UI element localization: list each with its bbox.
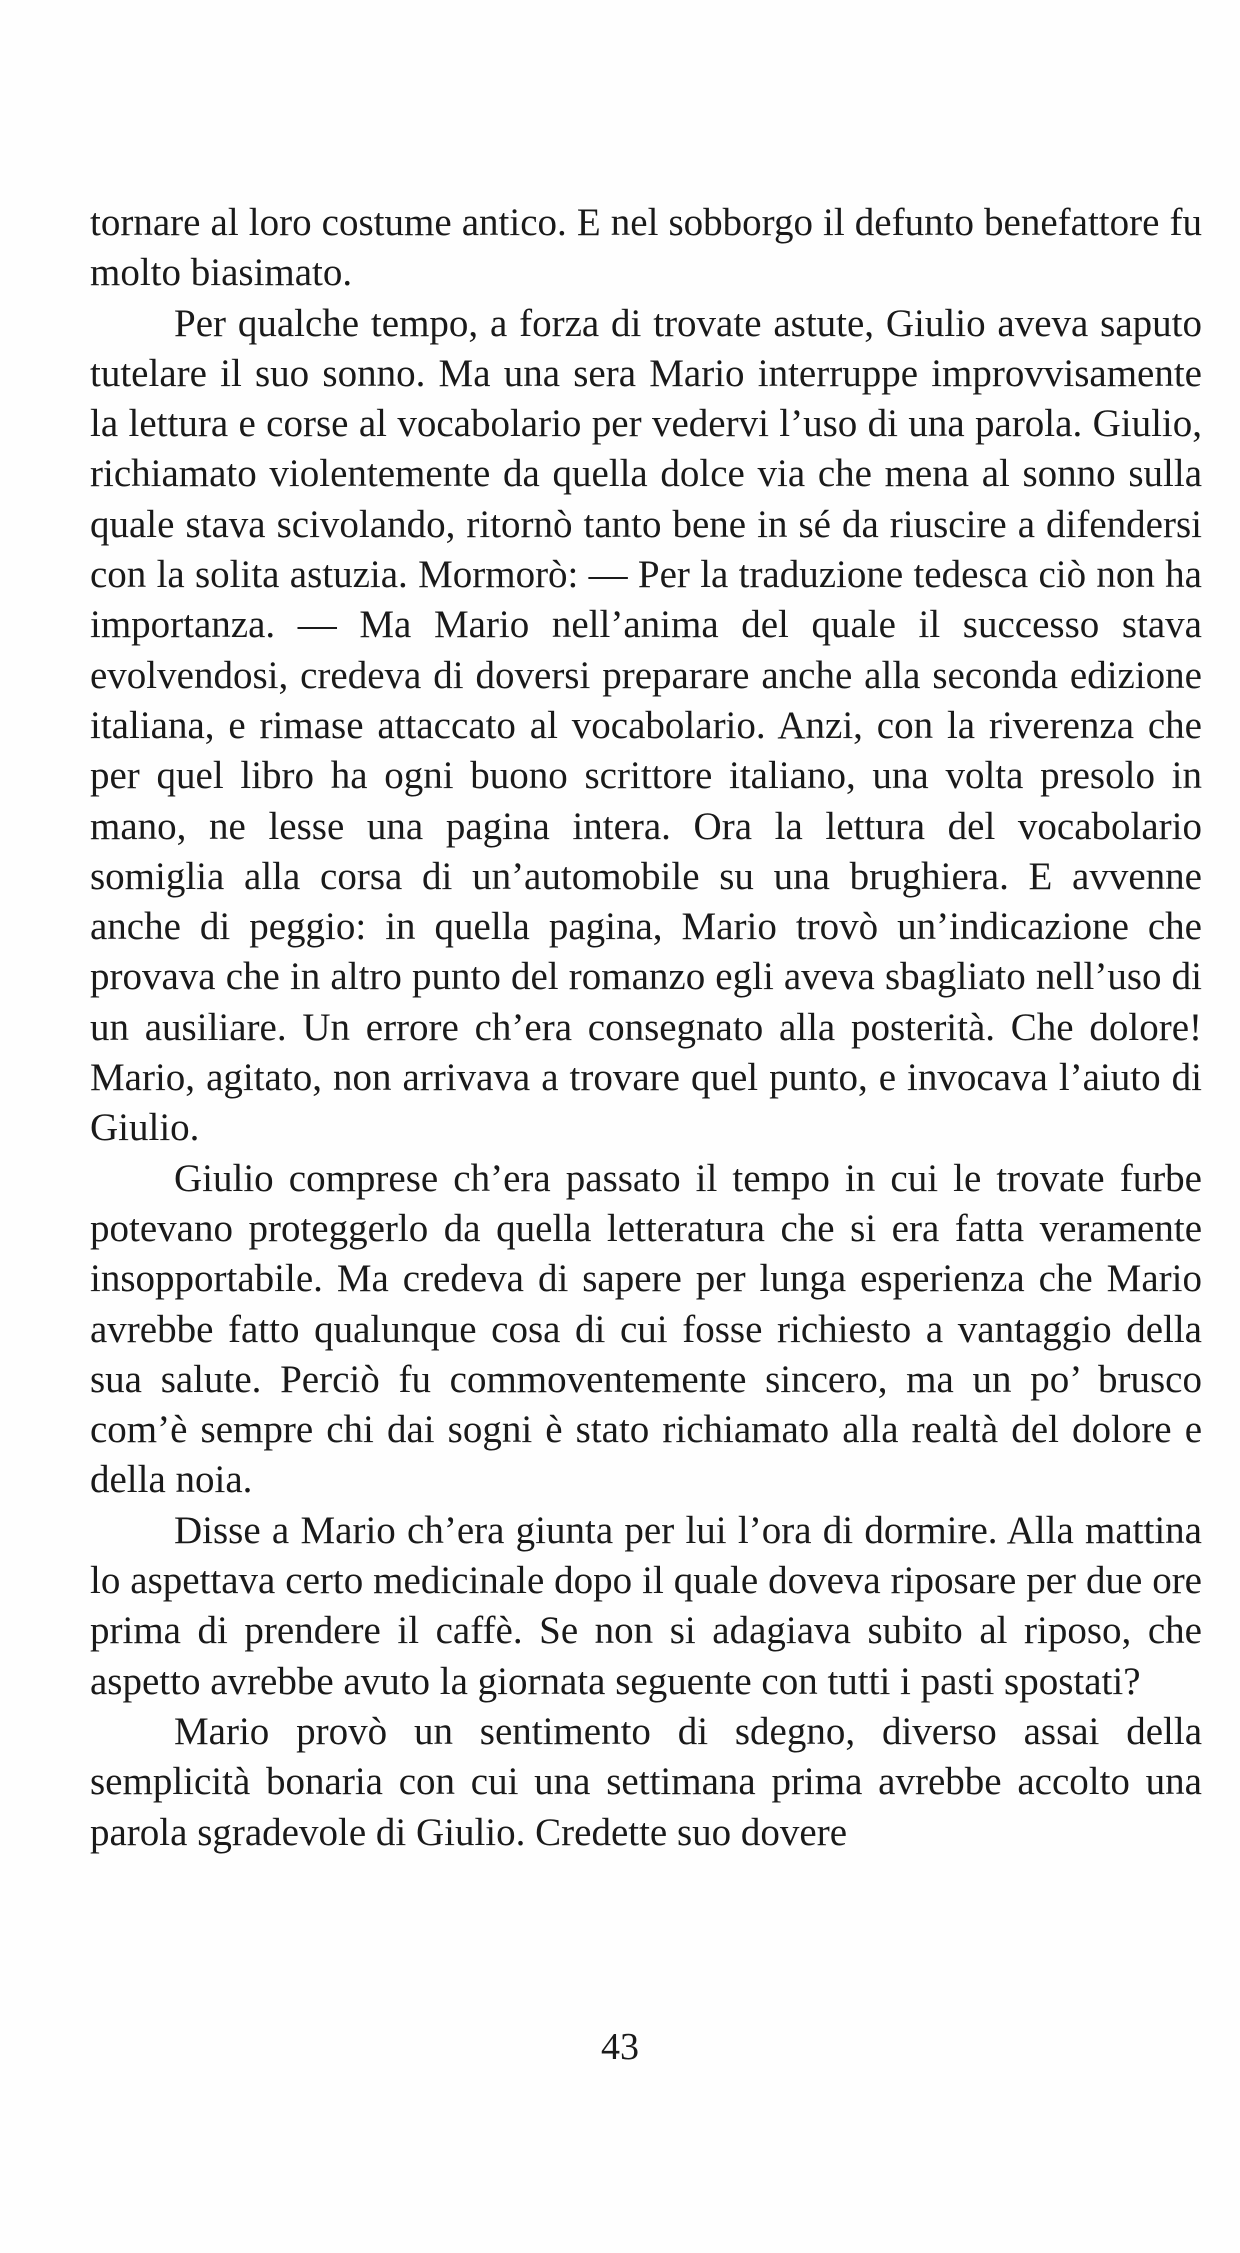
page-number: 43: [601, 2026, 639, 2068]
paragraph: Giulio comprese ch’era passato il tempo in cui le trovate furbe potevano proteggerlo da quella letteratura che si era fatta veramente insopportabile. Ma credeva di sapere per lunga esperienza che Mario avrebbe fatto qualunque cosa di cui fosse richiesto a vantaggio della sua salute. Perciò fu commoventemente sincero, ma un po’ brusco com’è sempre chi dai sogni è stato richiamato alla realtà del dolore e della noia.: [90, 1156, 1202, 1502]
paragraph: Per qualche tempo, a forza di trovate astute, Giulio aveva saputo tutelare il suo sonno. Ma una sera Mario interruppe improvvisamente la lettura e corse al vocabolario per vedervi l’uso di una parola. Giulio, richiamato violentemente da quella dolce via che mena al sonno sulla quale stava scivolando, ritornò tanto bene in sé da riuscire a difendersi con la solita astuzia. Mormorò: — Per la traduzione tedesca ciò non ha importanza. — Ma Mario nell’anima del quale il successo stava evolvendosi, credeva di doversi preparare anche alla seconda edizione italiana, e rimase attaccato al vocabolario. Anzi, con la riverenza che per quel libro ha ogni buono scrittore italiano, una volta presolo in mano, ne lesse una pagina intera. Ora la lettura del vocabolario somiglia alla corsa di un’automobile su una brughiera. E avvenne anche di peggio: in quella pagina, Mario trovò un’indicazione che provava che in altro punto del romanzo egli aveva sbagliato nell’uso di un ausiliare. Un errore ch’era consegnato alla posterità. Che dolore! Mario, agitato, non arrivava a trovare quel punto, e invocava l’aiuto di Giulio.: [90, 301, 1202, 1150]
paragraph: Mario provò un sentimento di sdegno, diverso assai della semplicità bonaria con cui una settimana prima avrebbe accolto una parola sgradevole di Giulio. Credette suo dovere: [90, 1709, 1202, 1854]
body-text: [90, 198, 1202, 1858]
paragraph-continuation: tornare al loro costume antico. E nel sobborgo il defunto benefattore fu molto biasimato.: [90, 201, 1202, 295]
paragraph: Disse a Mario ch’era giunta per lui l’ora di dormire. Alla mattina lo aspettava certo medicinale dopo il quale doveva riposare per due ore prima di prendere il caffè. Se non si adagiava subito al riposo, che aspetto avrebbe avuto la giornata seguente con tutti i pasti spostati?: [90, 1508, 1202, 1703]
